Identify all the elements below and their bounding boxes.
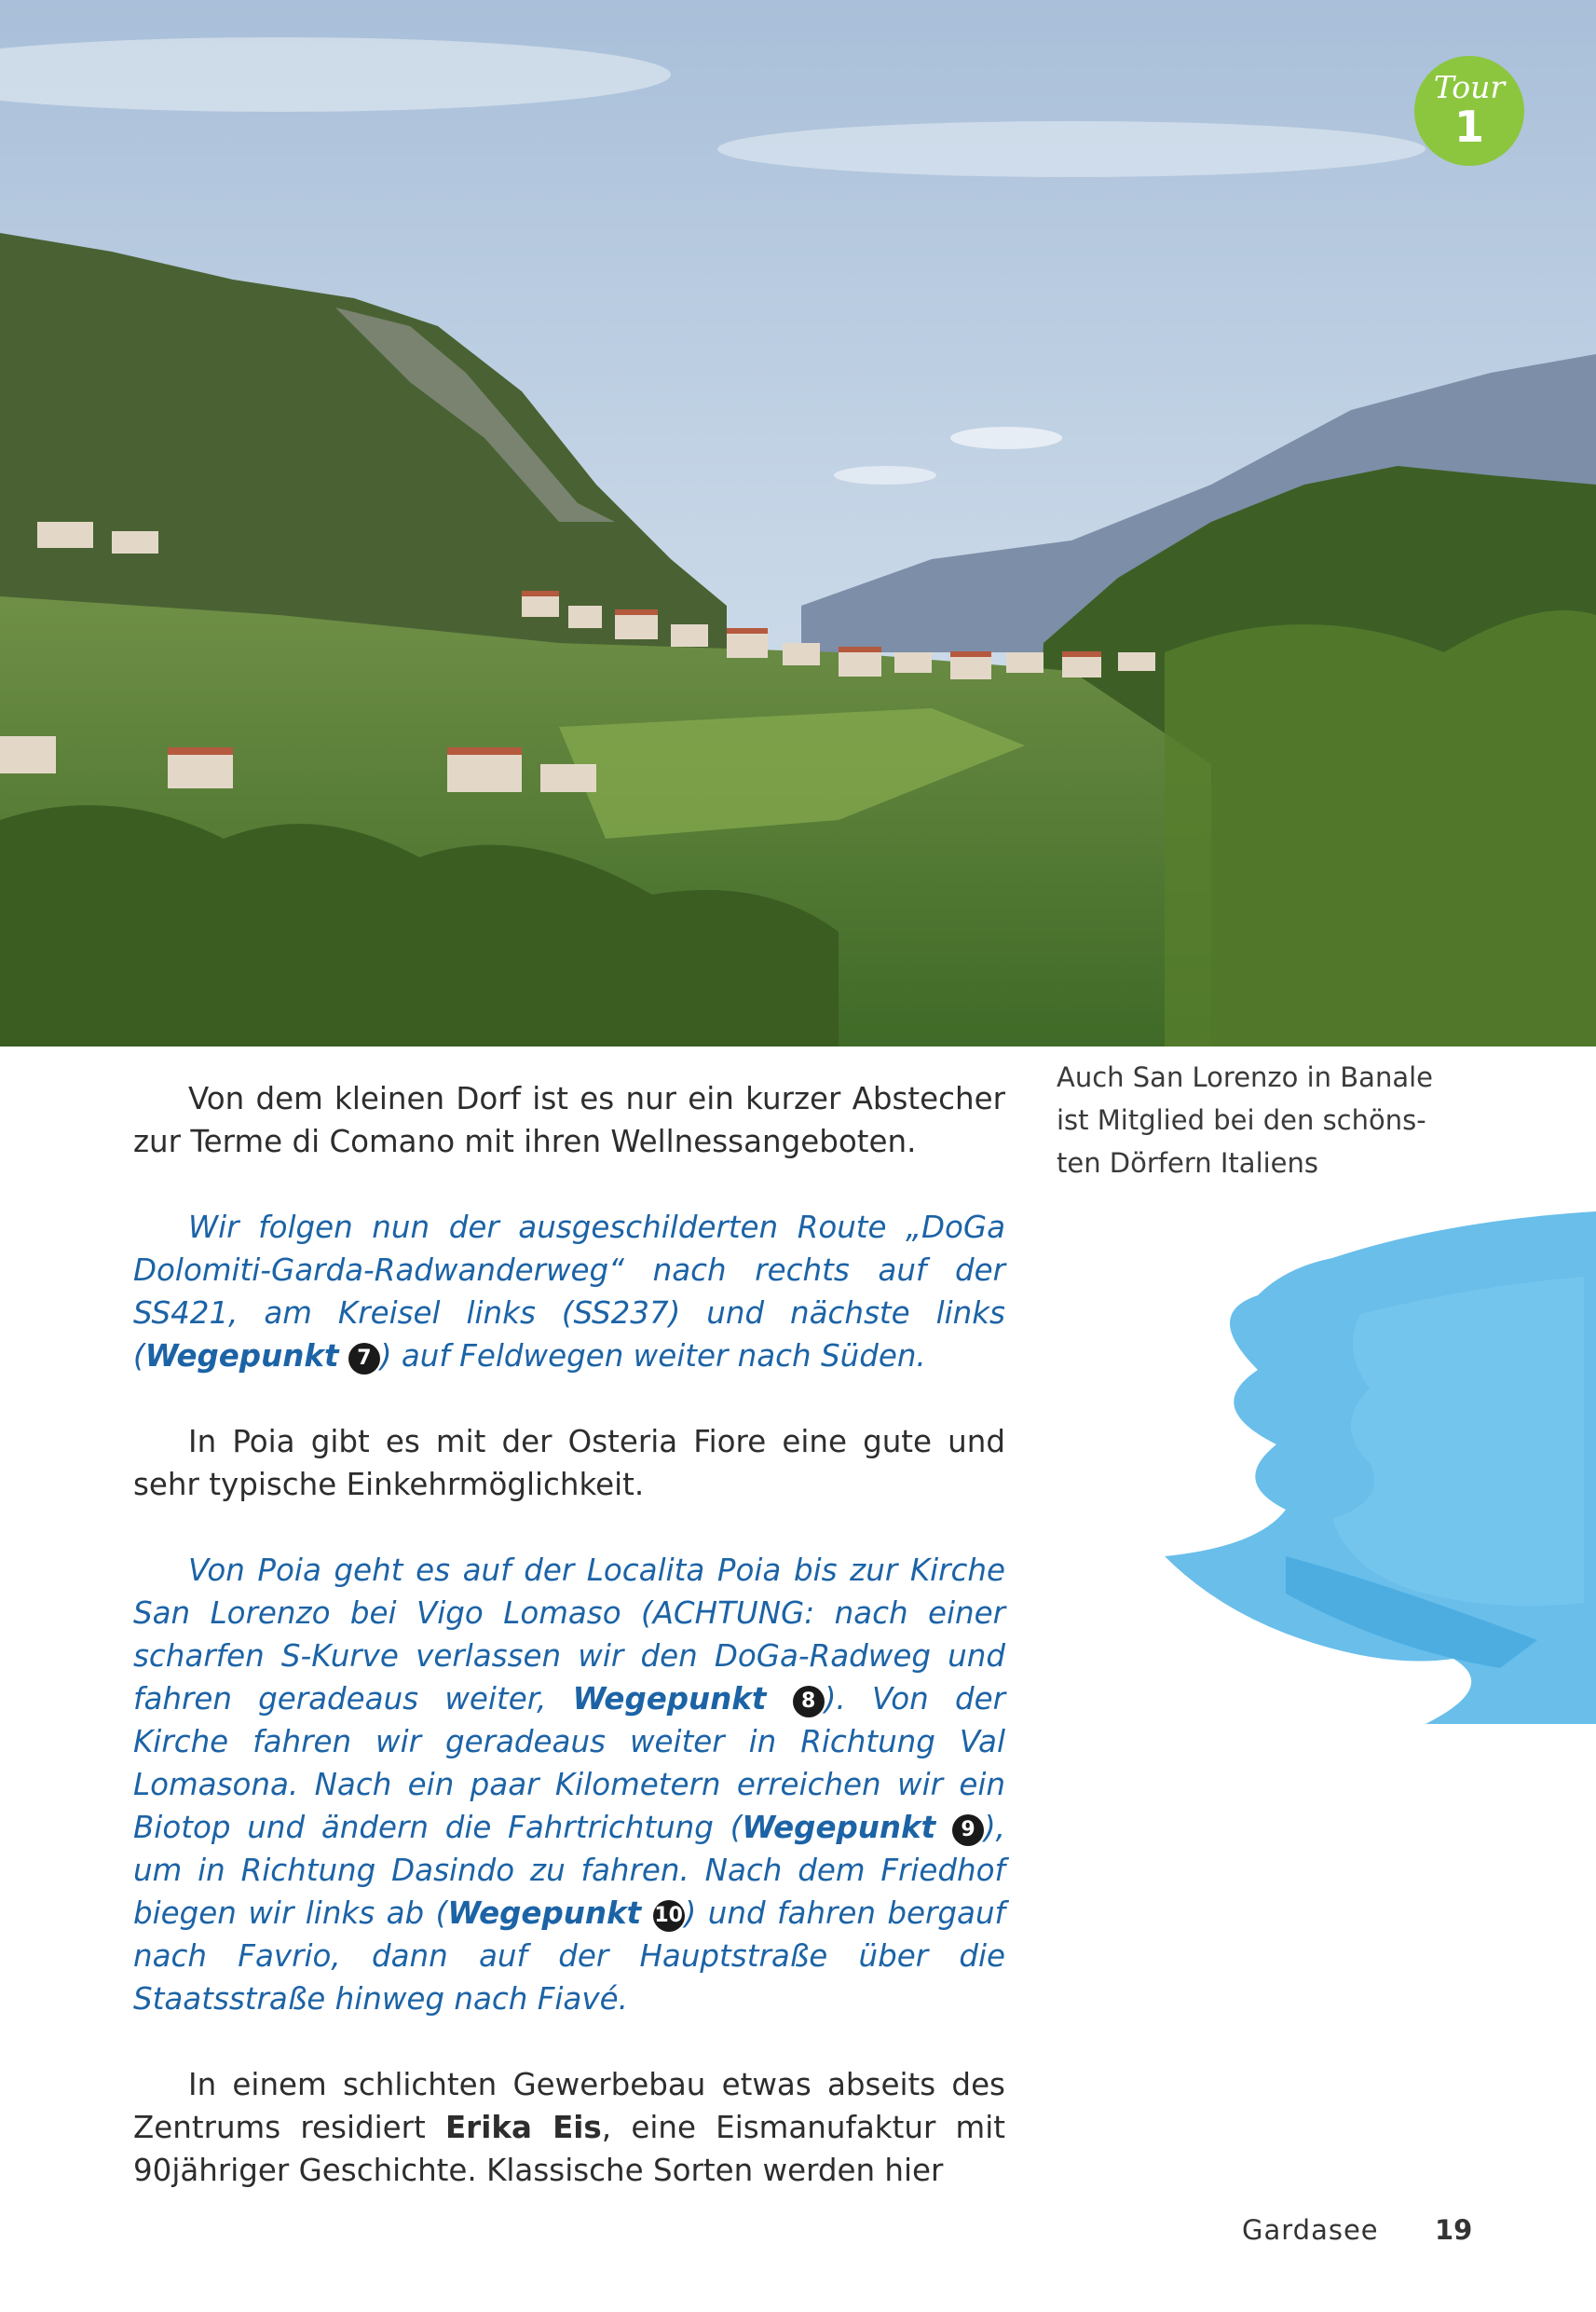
photo-caption [1057,1056,1485,1184]
waypoint-label: Wegepunkt [447,1895,642,1931]
body-text [133,1077,1005,2235]
paragraph-2-route [133,1206,1005,1377]
waypoint-number-badge: 10 [653,1900,685,1932]
caption-line: Auch San Lorenzo in Banale [1057,1061,1433,1093]
tour-badge-number: 1 [1453,102,1484,152]
waypoint-label: Wegepunkt [144,1338,339,1374]
business-name: Erika Eis [444,2110,602,2145]
paragraph-1: Von dem kleinen Dorf ist es nur ein kurzer Abstecher zur Terme di Comano mit ihren Wellnessangeboten. [133,1081,1005,1159]
caption-line: ten Dörfern Italiens [1057,1147,1319,1179]
page-number: 19 [1435,2214,1473,2246]
paragraph-4-route [133,1549,1005,2020]
waypoint-number-badge: 9 [952,1814,984,1846]
text-span: , eine Eismanufaktur mit 90jähriger Geschichte. Klassische Sorten werden hier [133,2110,1005,2188]
landscape-photo [0,0,1596,1047]
text-span: Von Poia geht es auf der Localita Poia bis zur Kirche San Lorenzo bei Vigo Lomaso (ACHTUNG: nach einer scharfen S-Kurve verlassen wir den DoGa-Radweg und fahren geradeaus weiter, [133,1553,1005,1717]
text-span: In einem schlichten Gewerbebau etwas abseits des Zentrums residiert [133,2067,1005,2145]
text-span: ) auf Feldwegen weiter nach Süden. [379,1338,926,1374]
waypoint-number-badge: 7 [348,1343,380,1375]
caption-line: ist Mitglied bei den schöns- [1057,1104,1426,1136]
waypoint-number-badge: 8 [793,1686,825,1717]
paragraph-3: In Poia gibt es mit der Osteria Fiore eine gute und sehr typische Einkehrmöglichkeit. [133,1424,1005,1502]
waypoint-label: Wegepunkt [742,1810,936,1845]
text-span: ) und fahren bergauf nach Favrio, dann auf der Hauptstraße über die Staatsstraße hinweg nach Fiavé. [133,1895,1005,2017]
footer-section-title: Gardasee [1242,2214,1379,2246]
text-span: ), um in Richtung Dasindo zu fahren. Nach dem Friedhof biegen wir links ab ( [133,1810,1005,1931]
text-span: Wir folgen nun der ausgeschilderten Route „DoGa Dolomiti-Garda-Radwanderweg“ nach rechts auf der SS421, am Kreisel links (SS237) und nächste links ( [133,1210,1005,1374]
watercolor-decoration [1146,1202,1596,1724]
text-span: ). Von der Kirche fahren wir geradeaus weiter in Richtung Val Lomasona. Nach ein paar Kilometern erreichen wir ein Biotop und ändern die Fahrtrichtung ( [133,1681,1005,1845]
tour-badge-label: Tour [1433,69,1506,105]
waypoint-label: Wegepunkt [572,1681,767,1717]
tour-badge [1414,56,1524,166]
paragraph-5 [133,2063,1005,2192]
